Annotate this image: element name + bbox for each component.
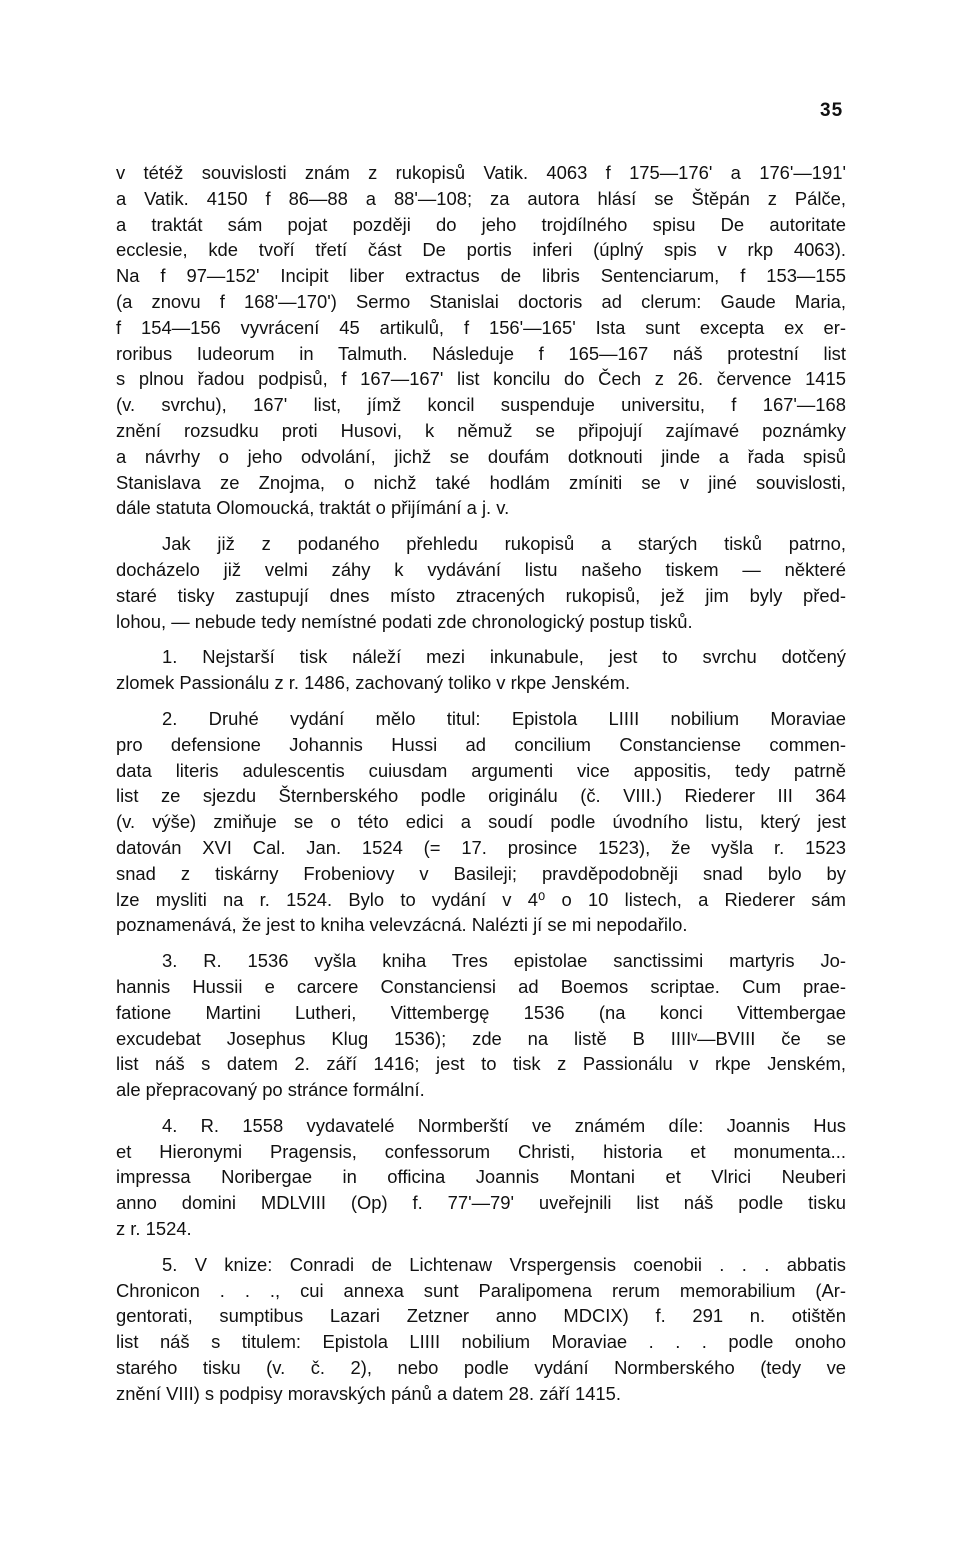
text-line: s plnou řadou podpisů, f 167—167' list koncilu do Čech z 26. července 1415 <box>116 368 846 390</box>
text-line: anno domini MDLVIII (Op) f. 77'—79' uveřejnili list náš podle tisku <box>116 1192 846 1214</box>
text-line: list náš s titulem: Epistola LIIII nobilium Moraviae . . . podle onoho <box>116 1331 846 1353</box>
paragraph <box>116 1113 846 1242</box>
text-line: (a znovu f 168'—170') Sermo Stanislai doctoris ad clerum: Gaude Maria, <box>116 290 846 312</box>
text-line: poznamenává, že jest to kniha velevzácná. Nalézti jí se mi nepodařilo. <box>116 914 688 936</box>
paragraph-gap <box>116 634 846 644</box>
paragraph <box>116 531 846 634</box>
paragraph-gap <box>116 1103 846 1113</box>
page-number: 35 <box>820 100 844 121</box>
text-line: zlomek Passionálu z r. 1486, zachovaný toliko v rkpe Jenském. <box>116 672 631 694</box>
text-line: a traktát sám pojat později do jeho trojdílného spisu De autoritate <box>116 213 846 235</box>
text-line: starého tisku (v. č. 2), nebo podle vydání Normberského (tedy ve <box>116 1357 846 1379</box>
text-line: list náš s datem 2. září 1416; jest to tisk z Passionálu v rkpe Jenském, <box>116 1053 846 1075</box>
text-line: docházelo již velmi záhy k vydávání listu našeho tiskem — některé <box>116 558 846 580</box>
paragraph-gap <box>116 521 846 531</box>
text-line: a návrhy o jeho odvolání, jichž se doufám dotknouti jinde a řada spisů <box>116 445 846 467</box>
text-line: Stanislava ze Znojma, o nichž také hodlám zmíniti se v jiné souvislosti, <box>116 471 846 493</box>
text-line: ecclesie, kde tvoří třetí část De portis inferi (úplný spis v rkp 4063). <box>116 239 846 261</box>
text-line: (v. svrchu), 167' list, jímž koncil suspenduje universitu, f 167'—168 <box>116 394 846 416</box>
text-line: snad z tiskárny Frobeniovy v Basileji; pravděpodobněji snad bylo by <box>116 862 846 884</box>
text-line: lohou, — nebude tedy nemístné podati zde chronologický postup tisků. <box>116 610 693 632</box>
text-line: datován XVI Cal. Jan. 1524 (= 17. prosince 1523), že vyšla r. 1523 <box>116 836 846 858</box>
text-line: hannis Hussii e carcere Constanciensi ad Boemos scriptae. Cum prae- <box>116 975 846 997</box>
text-line: dále statuta Olomoucká, traktát o přijímání a j. v. <box>116 497 510 519</box>
text-line: roribus Iudeorum in Talmuth. Následuje f 165—167 náš protestní list <box>116 342 846 364</box>
text-line: pro defensione Johannis Hussi ad concilium Constanciense commen- <box>116 733 846 755</box>
text-line: Jak již z podaného přehledu rukopisů a starých tisků patrno, <box>162 533 846 555</box>
text-line: v tétéž souvislosti znám z rukopisů Vatik. 4063 f 175—176' a 176'—191' <box>116 162 846 183</box>
text-line: gentorati, sumptibus Lazari Zetzner anno MDCIX) f. 291 n. otištěn <box>116 1305 846 1327</box>
paragraph <box>116 644 846 696</box>
text-line: f 154—156 vyvrácení 45 artikulů, f 156'—165' Ista sunt excepta ex er- <box>116 316 846 338</box>
text-line: 3. R. 1536 vyšla kniha Tres epistolae sanctissimi martyris Jo- <box>162 950 846 972</box>
text-line: Chronicon . . ., cui annexa sunt Paralipomena rerum memorabilium (Ar- <box>116 1279 846 1301</box>
paragraph <box>116 948 846 1103</box>
document-body <box>116 160 846 1407</box>
text-line: impressa Noribergae in officina Joannis Montani et Vlrici Neuberi <box>116 1166 846 1188</box>
paragraph-gap <box>116 696 846 706</box>
text-line: ale přepracovaný po stránce formální. <box>116 1079 425 1101</box>
text-line: list ze sjezdu Šternberského podle originálu (č. VIII.) Riederer III 364 <box>116 785 846 807</box>
text-line: Na f 97—152' Incipit liber extractus de libris Sentenciarum, f 153—155 <box>116 265 846 287</box>
text-line: znění rozsudku proti Husovi, k němuž se připojují zajímavé poznámky <box>116 419 846 441</box>
text-line: fatione Martini Lutheri, Vittembergę 1536 (na konci Vittembergae <box>116 1001 846 1023</box>
text-line: 4. R. 1558 vydavatelé Normberští ve známém díle: Joannis Hus <box>162 1114 846 1136</box>
paragraph <box>116 1252 846 1407</box>
text-line: excudebat Josephus Klug 1536); zde na listě B IIIIᵛ—BVIII če se <box>116 1027 846 1049</box>
text-line: et Hieronymi Pragensis, confessorum Christi, historia et monumenta... <box>116 1140 846 1162</box>
paragraph-gap <box>116 1242 846 1252</box>
text-line: data literis adulescentis cuiusdam argumenti vice appositis, tedy patrně <box>116 759 846 781</box>
paragraph-gap <box>116 938 846 948</box>
text-line: (v. výše) zmiňuje se o této edici a soudí podle úvodního listu, který jest <box>116 811 846 833</box>
text-line: znění VIII) s podpisy moravských pánů a datem 28. září 1415. <box>116 1382 621 1404</box>
text-line: 2. Druhé vydání mělo titul: Epistola LIIII nobilium Moraviae <box>162 707 846 729</box>
text-line: 5. V knize: Conradi de Lichtenaw Vrspergensis coenobii . . . abbatis <box>162 1253 846 1275</box>
text-line: lze mysliti na r. 1524. Bylo to vydání v 4⁰ o 10 listech, a Riederer sám <box>116 888 846 910</box>
text-line: a Vatik. 4150 f 86—88 a 88'—108; za autora hlásí se Štěpán z Pálče, <box>116 187 846 209</box>
text-line: 1. Nejstarší tisk náleží mezi inkunabule, jest to svrchu dotčený <box>162 646 846 668</box>
text-line: z r. 1524. <box>116 1218 192 1240</box>
paragraph <box>116 160 846 521</box>
paragraph <box>116 706 846 938</box>
text-line: staré tisky zastupují dnes místo ztracených rukopisů, jež jim byly před- <box>116 584 846 606</box>
